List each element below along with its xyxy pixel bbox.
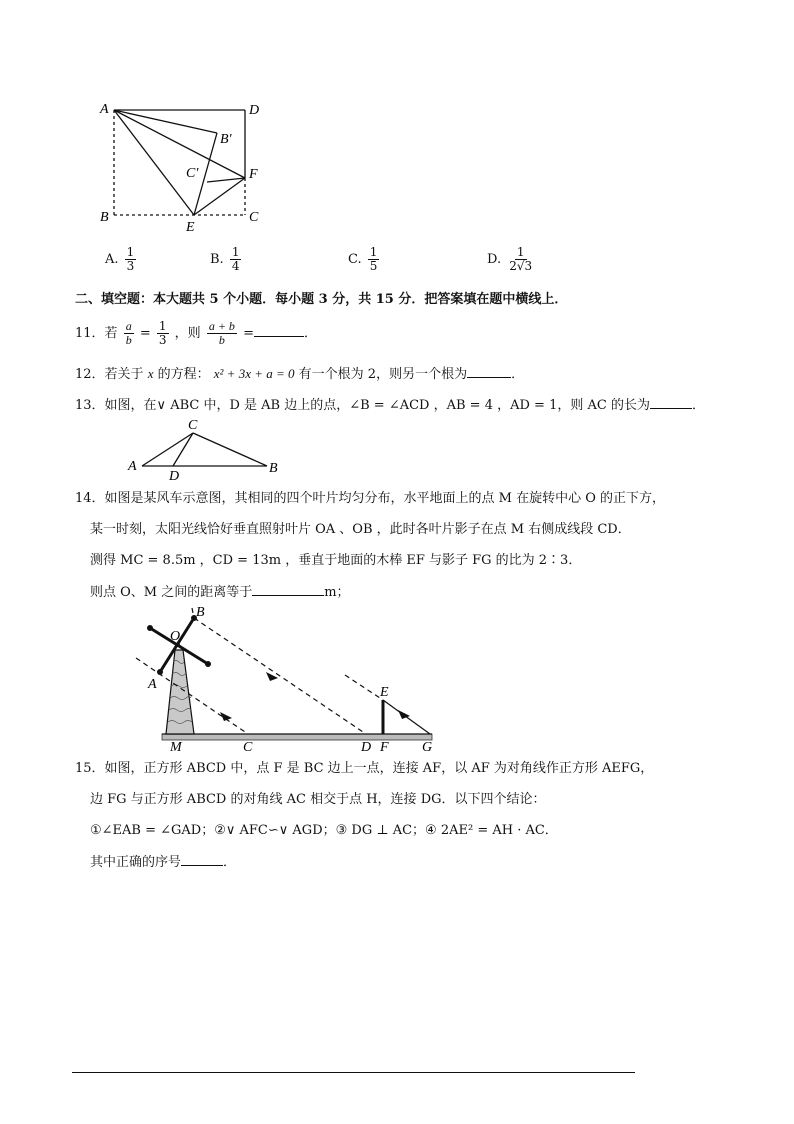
- question-15-line3: ①∠EAB = ∠GAD；②∨ AFC∽∨ AGD；③ DG ⊥ AC；④ 2AE² = AH · AC．: [90, 823, 558, 838]
- fig10-label: D: [249, 103, 260, 118]
- q10-option-b: B. $\frac{1}{4}$: [210, 245, 240, 273]
- fig13-label: B: [269, 461, 278, 476]
- fig10-line-ef: [194, 178, 245, 215]
- q10-option-a: A. $\frac{1}{3}$: [105, 245, 135, 273]
- answer-blank[interactable]: [254, 324, 304, 337]
- footer-rule: [72, 1072, 635, 1073]
- fig14-label: M: [170, 740, 182, 752]
- fig14-label: O: [170, 629, 181, 644]
- question-14-line2: 某一时刻，太阳光线恰好垂直照射叶片 OA 、OB ，此时各叶片影子在点 M 右侧成线段 CD．: [90, 522, 631, 537]
- question-12: 12．若关于 x 的方程： x² + 3x + a = 0 有一个根为 2，则另一个根为 ．: [75, 366, 525, 382]
- fig10-label: B′: [220, 132, 232, 147]
- section-heading: 二、填空题：本大题共 5 个小题．每小题 3 分，共 15 分．把答案填在题中横线上．: [75, 292, 568, 307]
- answer-blank[interactable]: [467, 365, 511, 378]
- question-13: 13．如图，在∨ ABC 中，D 是 AB 边上的点，∠B = ∠ACD ，AB = 4 ，AD = 1，则 AC 的长为 ．: [75, 398, 705, 413]
- fig13-label: D: [169, 469, 180, 480]
- question-15-line1: 15．如图，正方形 ABCD 中，点 F 是 BC 边上一点，连接 AF，以 AF 为对角线作正方形 AEFG，: [75, 761, 654, 776]
- q10-option-c: C. $\frac{1}{5}$: [348, 245, 378, 273]
- fig14-label: E: [380, 685, 389, 700]
- answer-blank[interactable]: [252, 583, 324, 596]
- fig10-label: F: [249, 167, 258, 182]
- question-14-line3: 测得 MC = 8.5m ，CD = 13m ，垂直于地面的木棒 EF 与影子 FG 的比为 2∶3．: [90, 553, 582, 568]
- fig14-label: D: [361, 740, 372, 752]
- question-15-line2: 边 FG 与正方形 ABCD 的对角线 AC 相交于点 H，连接 DG．以下四个结论：: [90, 792, 546, 807]
- fig10-label: C: [249, 210, 259, 225]
- q10-option-d: D. $\frac{1}{2√3}$: [487, 245, 533, 273]
- fig13-label: A: [128, 459, 137, 474]
- fig13-label: C: [188, 418, 198, 433]
- question-14-line1: 14．如图是某风车示意图，其相同的四个叶片均匀分布，水平地面上的点 M 在旋转中心 O 的正下方，: [75, 491, 666, 506]
- fig14-label: A: [148, 677, 157, 692]
- fig14-label: B: [196, 605, 205, 620]
- question-14-line4: 则点 O、M 之间的距离等于 m；: [90, 585, 350, 600]
- fig10-label: C′: [186, 166, 199, 181]
- fig14-label: F: [380, 740, 389, 752]
- fig10-label: E: [186, 220, 195, 235]
- answer-blank[interactable]: [181, 853, 223, 866]
- question-15-line4: 其中正确的序号 ．: [90, 855, 237, 870]
- fig14-label: G: [422, 740, 433, 752]
- fig10-label: B: [100, 210, 109, 225]
- fig10-label: A: [100, 102, 109, 117]
- fig14-windmill: [130, 602, 450, 752]
- fig14-label: C: [243, 740, 253, 752]
- fig13-triangle: [125, 415, 290, 480]
- answer-blank[interactable]: [650, 396, 692, 409]
- fig10-diagram: [95, 95, 275, 240]
- question-11: 11．若 $\frac{a}{b}$ = $\frac{1}{3}$ ，则 $\frac{a + b}{b}$ = ．: [75, 319, 317, 347]
